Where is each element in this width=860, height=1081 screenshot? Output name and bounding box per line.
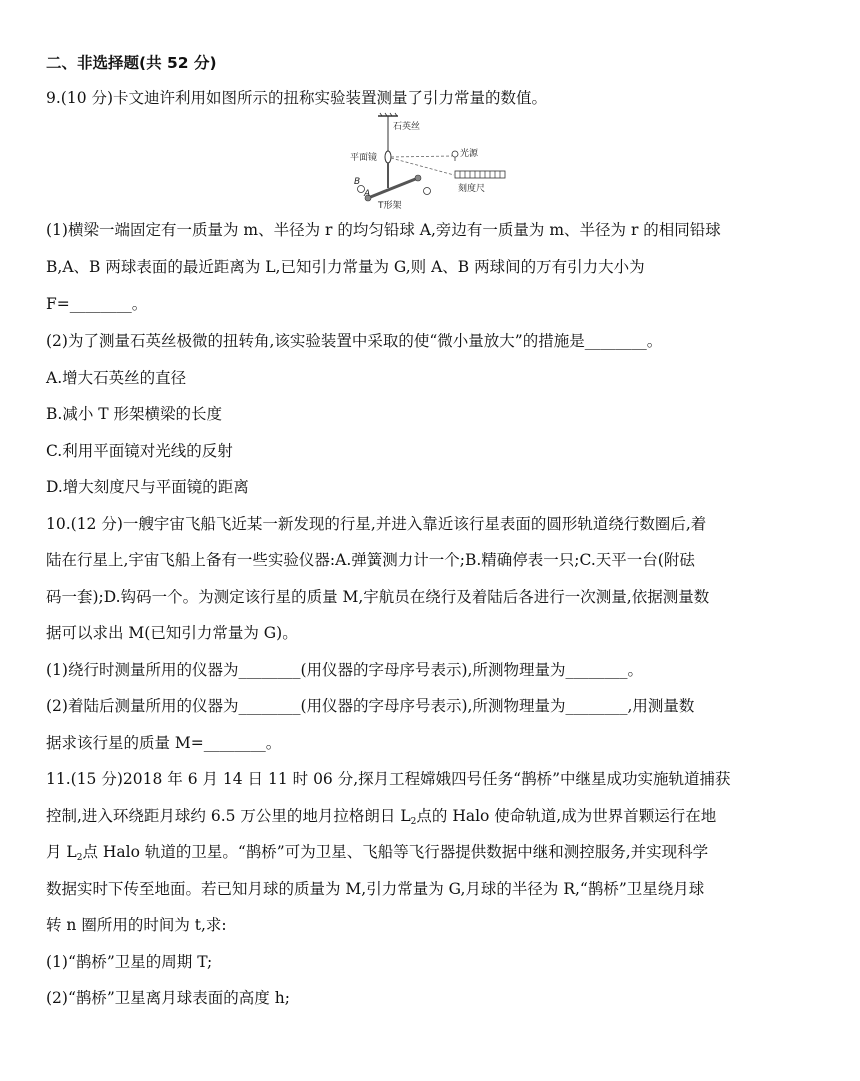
q11-line2 — [46, 805, 820, 833]
q9-option-c: C.利用平面镜对光线的反射 — [46, 442, 233, 460]
q9-part1-line1: (1)横梁一端固定有一质量为 m、半径为 r 的均匀铅球 A,旁边有一质量为 m、半径为 r 的相同铅球 — [46, 221, 721, 239]
q11-line4: 数据实时下传至地面。若已知月球的质量为 M,引力常量为 G,月球的半径为 R,“鹊桥”卫星绕月球 — [46, 880, 705, 898]
label-frame: T形架 — [378, 201, 402, 211]
q9-part2: (2)为了测量石英丝极微的扭转角,该实验装置中采取的使“微小量放大”的措施是________。 — [46, 332, 663, 350]
q10-line2: 陆在行星上,宇宙飞船上备有一些实验仪器:A.弹簧测力计一个;B.精确停表一只;C.天平一台(附砝 — [46, 551, 695, 569]
torsion-balance-diagram — [340, 112, 520, 212]
q11-line2-subscript: 2 — [410, 817, 417, 827]
q10-part2-line2: 据求该行星的质量 M=________。 — [46, 734, 282, 752]
q9-part1-line3: F=________。 — [46, 295, 148, 313]
q11-line5: 转 n 圈所用的时间为 t,求: — [46, 916, 227, 934]
q10-part1: (1)绕行时测量所用的仪器为________(用仪器的字母序号表示),所测物理量为________。 — [46, 661, 643, 679]
label-ruler: 刻度尺 — [458, 184, 486, 194]
q11-part1: (1)“鹊桥”卫星的周期 T; — [46, 953, 213, 971]
q9-stem: 9.(10 分)卡文迪许利用如图所示的扭称实验装置测量了引力常量的数值。 — [46, 89, 548, 107]
q9-part1-line2: B,A、B 两球表面的最近距离为 L,已知引力常量为 G,则 A、B 两球间的万有引力大小为 — [46, 258, 645, 276]
section-title: 二、非选择题(共 52 分) — [46, 54, 217, 72]
q11-line1: 11.(15 分)2018 年 6 月 14 日 11 时 06 分,探月工程嫦娥四号任务“鹊桥”中继星成功实施轨道捕获 — [46, 770, 731, 788]
q11-line2-text-a: 控制,进入环绕距月球约 6.5 万公里的地月拉格朗日 L — [46, 807, 411, 825]
torsion-balance-figure — [340, 112, 520, 212]
q10-line4: 据可以求出 M(已知引力常量为 G)。 — [46, 624, 298, 642]
label-ball-b: B — [354, 177, 361, 187]
q9-option-b: B.减小 T 形架横梁的长度 — [46, 405, 223, 423]
label-fiber: 石英丝 — [393, 122, 421, 132]
q11-part2: (2)“鹊桥”卫星离月球表面的高度 h; — [46, 989, 290, 1007]
q10-part2-line1: (2)着陆后测量所用的仪器为________(用仪器的字母序号表示),所测物理量为________,用测量数 — [46, 697, 695, 715]
q9-option-d: D.增大刻度尺与平面镜的距离 — [46, 478, 249, 496]
q9-option-a: A.增大石英丝的直径 — [46, 369, 187, 387]
q11-line3 — [46, 841, 820, 869]
q10-line1: 10.(12 分)一艘宇宙飞船飞近某一新发现的行星,并进入靠近该行星表面的圆形轨道绕行数圈后,着 — [46, 515, 707, 533]
label-light: 光源 — [460, 149, 479, 159]
q10-line3: 码一套);D.钩码一个。为测定该行星的质量 M,宇航员在绕行及着陆后各进行一次测量,依据测量数 — [46, 588, 710, 606]
q11-line2-text-b: 点的 Halo 使命轨道,成为世界首颗运行在地 — [416, 807, 717, 825]
q11-line3-subscript: 2 — [76, 853, 83, 863]
q11-line3-text-a: 月 L — [46, 843, 77, 861]
q11-line3-text-b: 点 Halo 轨道的卫星。“鹊桥”可为卫星、飞船等飞行器提供数据中继和测控服务,并实现科学 — [82, 843, 709, 861]
label-ball-a: A — [364, 189, 371, 199]
label-mirror: 平面镜 — [350, 153, 378, 163]
